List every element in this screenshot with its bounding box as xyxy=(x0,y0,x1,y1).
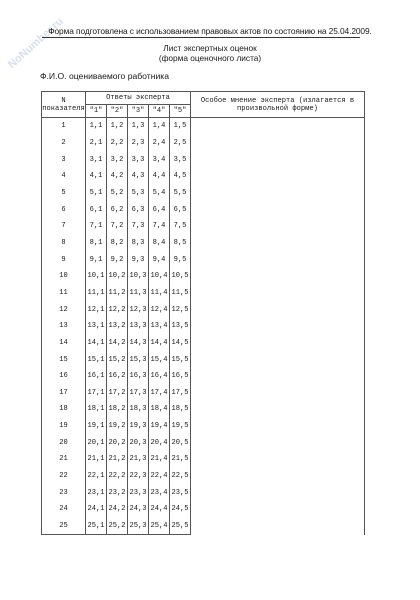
row-number: 9 xyxy=(42,251,86,268)
answer-cell[interactable]: 1,2 xyxy=(107,118,128,135)
answer-cell[interactable]: 16,5 xyxy=(170,368,191,385)
answer-cell[interactable]: 16,4 xyxy=(149,368,170,385)
table-row xyxy=(42,501,365,518)
table-row xyxy=(42,335,365,352)
answer-cell[interactable]: 20,3 xyxy=(128,434,149,451)
answer-cell[interactable]: 11,4 xyxy=(149,285,170,302)
row-number: 20 xyxy=(42,434,86,451)
answer-cell[interactable]: 24,4 xyxy=(149,501,170,518)
answer-cell[interactable]: 15,1 xyxy=(86,351,107,368)
table-row xyxy=(42,235,365,252)
answer-cell[interactable]: 25,5 xyxy=(170,518,191,535)
answer-cell[interactable]: 15,3 xyxy=(128,351,149,368)
row-number: 22 xyxy=(42,468,86,485)
header-opinion: Особое мнение эксперта (излагается в произвольной форме) xyxy=(191,92,365,118)
opinion-cell[interactable] xyxy=(191,484,365,501)
answer-cell[interactable]: 6,1 xyxy=(86,201,107,218)
table-row xyxy=(42,135,365,152)
answer-cell[interactable]: 24,3 xyxy=(128,501,149,518)
opinion-cell[interactable] xyxy=(191,251,365,268)
answer-cell[interactable]: 9,1 xyxy=(86,251,107,268)
answer-cell[interactable]: 1,5 xyxy=(170,118,191,135)
answer-cell[interactable]: 8,2 xyxy=(107,235,128,252)
answer-cell[interactable]: 20,5 xyxy=(170,434,191,451)
answer-cell[interactable]: 15,4 xyxy=(149,351,170,368)
answer-cell[interactable]: 24,5 xyxy=(170,501,191,518)
answer-cell[interactable]: 14,3 xyxy=(128,335,149,352)
answer-cell[interactable]: 17,4 xyxy=(149,385,170,402)
answer-cell[interactable]: 20,1 xyxy=(86,434,107,451)
answer-cell[interactable]: 9,4 xyxy=(149,251,170,268)
answer-cell[interactable]: 13,2 xyxy=(107,318,128,335)
answer-cell[interactable]: 25,4 xyxy=(149,518,170,535)
table-row xyxy=(42,401,365,418)
header-divider xyxy=(42,37,360,38)
answer-cell[interactable]: 11,3 xyxy=(128,285,149,302)
table-row xyxy=(42,285,365,302)
table-row xyxy=(42,151,365,168)
row-number: 8 xyxy=(42,235,86,252)
answer-cell[interactable]: 23,2 xyxy=(107,484,128,501)
answer-cell[interactable]: 16,3 xyxy=(128,368,149,385)
opinion-cell[interactable] xyxy=(191,201,365,218)
answer-cell[interactable]: 7,4 xyxy=(149,218,170,235)
answer-cell[interactable]: 17,2 xyxy=(107,385,128,402)
answer-option: "1" xyxy=(86,105,107,118)
opinion-cell[interactable] xyxy=(191,434,365,451)
answer-cell[interactable]: 6,4 xyxy=(149,201,170,218)
opinion-cell[interactable] xyxy=(191,301,365,318)
employee-name-label: Ф.И.О. оцениваемого работника xyxy=(40,71,169,81)
table-row xyxy=(42,368,365,385)
answer-cell[interactable]: 25,2 xyxy=(107,518,128,535)
answer-cell[interactable]: 4,1 xyxy=(86,168,107,185)
answer-cell[interactable]: 13,3 xyxy=(128,318,149,335)
answer-cell[interactable]: 10,1 xyxy=(86,268,107,285)
answer-cell[interactable]: 21,1 xyxy=(86,451,107,468)
answer-cell[interactable]: 14,4 xyxy=(149,335,170,352)
answer-cell[interactable]: 22,5 xyxy=(170,468,191,485)
answer-cell[interactable]: 22,1 xyxy=(86,468,107,485)
row-number: 4 xyxy=(42,168,86,185)
answer-cell[interactable]: 19,1 xyxy=(86,418,107,435)
answer-cell[interactable]: 24,2 xyxy=(107,501,128,518)
row-number: 11 xyxy=(42,285,86,302)
opinion-cell[interactable] xyxy=(191,518,365,535)
answer-cell[interactable]: 13,1 xyxy=(86,318,107,335)
opinion-cell[interactable] xyxy=(191,351,365,368)
table-row xyxy=(42,118,365,135)
row-number: 15 xyxy=(42,351,86,368)
row-number: 25 xyxy=(42,518,86,535)
row-number: 12 xyxy=(42,301,86,318)
opinion-cell[interactable] xyxy=(191,501,365,518)
answer-cell[interactable]: 5,3 xyxy=(128,185,149,202)
answer-cell[interactable]: 13,4 xyxy=(149,318,170,335)
table-row xyxy=(42,301,365,318)
answer-cell[interactable]: 7,2 xyxy=(107,218,128,235)
answer-cell[interactable]: 19,5 xyxy=(170,418,191,435)
answer-cell[interactable]: 12,3 xyxy=(128,301,149,318)
row-number: 14 xyxy=(42,335,86,352)
answer-cell[interactable]: 22,4 xyxy=(149,468,170,485)
row-number: 23 xyxy=(42,484,86,501)
answer-cell[interactable]: 22,3 xyxy=(128,468,149,485)
opinion-cell[interactable] xyxy=(191,118,365,135)
answer-cell[interactable]: 3,5 xyxy=(170,151,191,168)
answer-cell[interactable]: 3,4 xyxy=(149,151,170,168)
answer-cell[interactable]: 20,4 xyxy=(149,434,170,451)
answer-cell[interactable]: 9,5 xyxy=(170,251,191,268)
answer-cell[interactable]: 8,3 xyxy=(128,235,149,252)
answer-cell[interactable]: 7,3 xyxy=(128,218,149,235)
row-number: 17 xyxy=(42,385,86,402)
row-number: 10 xyxy=(42,268,86,285)
table-row xyxy=(42,251,365,268)
answer-cell[interactable]: 5,5 xyxy=(170,185,191,202)
answer-cell[interactable]: 16,1 xyxy=(86,368,107,385)
answer-cell[interactable]: 13,5 xyxy=(170,318,191,335)
answer-cell[interactable]: 18,2 xyxy=(107,401,128,418)
answer-cell[interactable]: 11,1 xyxy=(86,285,107,302)
table-row xyxy=(42,434,365,451)
document-title: Лист экспертных оценок xyxy=(163,43,257,53)
answer-cell[interactable]: 8,1 xyxy=(86,235,107,252)
table-row xyxy=(42,484,365,501)
answer-cell[interactable]: 1,3 xyxy=(128,118,149,135)
answer-cell[interactable]: 18,4 xyxy=(149,401,170,418)
answer-option: "5" xyxy=(170,105,191,118)
answer-cell[interactable]: 5,4 xyxy=(149,185,170,202)
answer-cell[interactable]: 2,1 xyxy=(86,135,107,152)
answer-cell[interactable]: 10,5 xyxy=(170,268,191,285)
opinion-cell[interactable] xyxy=(191,318,365,335)
opinion-cell[interactable] xyxy=(191,401,365,418)
answer-cell[interactable]: 12,5 xyxy=(170,301,191,318)
header-answers: Ответы эксперта xyxy=(86,92,191,105)
answer-cell[interactable]: 17,3 xyxy=(128,385,149,402)
answer-cell[interactable]: 3,1 xyxy=(86,151,107,168)
answer-cell[interactable]: 18,3 xyxy=(128,401,149,418)
answer-cell[interactable]: 15,2 xyxy=(107,351,128,368)
table-row xyxy=(42,451,365,468)
answer-cell[interactable]: 14,2 xyxy=(107,335,128,352)
row-number: 7 xyxy=(42,218,86,235)
answer-cell[interactable]: 4,2 xyxy=(107,168,128,185)
answer-cell[interactable]: 5,2 xyxy=(107,185,128,202)
opinion-cell[interactable] xyxy=(191,185,365,202)
answer-cell[interactable]: 19,2 xyxy=(107,418,128,435)
table-row xyxy=(42,318,365,335)
answer-cell[interactable]: 10,3 xyxy=(128,268,149,285)
answer-cell[interactable]: 23,3 xyxy=(128,484,149,501)
answer-cell[interactable]: 14,1 xyxy=(86,335,107,352)
answer-cell[interactable]: 21,3 xyxy=(128,451,149,468)
answer-cell[interactable]: 17,1 xyxy=(86,385,107,402)
answer-cell[interactable]: 10,4 xyxy=(149,268,170,285)
row-number: 16 xyxy=(42,368,86,385)
answer-cell[interactable]: 17,5 xyxy=(170,385,191,402)
row-number: 24 xyxy=(42,501,86,518)
answer-cell[interactable]: 15,5 xyxy=(170,351,191,368)
answer-cell[interactable]: 10,2 xyxy=(107,268,128,285)
answer-cell[interactable]: 2,2 xyxy=(107,135,128,152)
row-number: 19 xyxy=(42,418,86,435)
answer-cell[interactable]: 16,2 xyxy=(107,368,128,385)
table-row xyxy=(42,201,365,218)
header-note: Форма подготовлена с использованием правовых актов по состоянию на 25.04.2009. xyxy=(48,26,372,36)
answer-cell[interactable]: 12,2 xyxy=(107,301,128,318)
opinion-cell[interactable] xyxy=(191,368,365,385)
opinion-cell[interactable] xyxy=(191,418,365,435)
answer-cell[interactable]: 24,1 xyxy=(86,501,107,518)
opinion-cell[interactable] xyxy=(191,151,365,168)
answer-cell[interactable]: 23,5 xyxy=(170,484,191,501)
answer-cell[interactable]: 11,2 xyxy=(107,285,128,302)
answer-cell[interactable]: 4,3 xyxy=(128,168,149,185)
table-row xyxy=(42,268,365,285)
answer-cell[interactable]: 1,4 xyxy=(149,118,170,135)
answer-cell[interactable]: 6,3 xyxy=(128,201,149,218)
opinion-cell[interactable] xyxy=(191,218,365,235)
answer-cell[interactable]: 12,1 xyxy=(86,301,107,318)
answer-cell[interactable]: 5,1 xyxy=(86,185,107,202)
answer-cell[interactable]: 25,1 xyxy=(86,518,107,535)
answer-cell[interactable]: 8,5 xyxy=(170,235,191,252)
answer-cell[interactable]: 6,2 xyxy=(107,201,128,218)
answer-cell[interactable]: 23,4 xyxy=(149,484,170,501)
answer-cell[interactable]: 21,4 xyxy=(149,451,170,468)
answer-cell[interactable]: 3,2 xyxy=(107,151,128,168)
answer-cell[interactable]: 6,5 xyxy=(170,201,191,218)
answer-cell[interactable]: 25,3 xyxy=(128,518,149,535)
answer-cell[interactable]: 14,5 xyxy=(170,335,191,352)
opinion-cell[interactable] xyxy=(191,451,365,468)
answer-cell[interactable]: 19,4 xyxy=(149,418,170,435)
document-subtitle: (форма оценочного листа) xyxy=(158,53,262,63)
opinion-cell[interactable] xyxy=(191,385,365,402)
table-row xyxy=(42,168,365,185)
answer-cell[interactable]: 9,3 xyxy=(128,251,149,268)
table-row xyxy=(42,218,365,235)
answer-option: "2" xyxy=(107,105,128,118)
answer-cell[interactable]: 1,1 xyxy=(86,118,107,135)
opinion-cell[interactable] xyxy=(191,335,365,352)
opinion-cell[interactable] xyxy=(191,135,365,152)
table-row xyxy=(42,185,365,202)
row-number: 5 xyxy=(42,185,86,202)
answer-option: "4" xyxy=(149,105,170,118)
table-row xyxy=(42,418,365,435)
row-number: 6 xyxy=(42,201,86,218)
table-row xyxy=(42,468,365,485)
answer-cell[interactable]: 9,2 xyxy=(107,251,128,268)
table-row xyxy=(42,351,365,368)
row-number: 13 xyxy=(42,318,86,335)
answer-cell[interactable]: 4,5 xyxy=(170,168,191,185)
opinion-cell[interactable] xyxy=(191,168,365,185)
answer-cell[interactable]: 3,3 xyxy=(128,151,149,168)
answer-cell[interactable]: 8,4 xyxy=(149,235,170,252)
answer-cell[interactable]: 19,3 xyxy=(128,418,149,435)
answer-cell[interactable]: 18,1 xyxy=(86,401,107,418)
answer-cell[interactable]: 21,2 xyxy=(107,451,128,468)
opinion-cell[interactable] xyxy=(191,235,365,252)
row-number: 18 xyxy=(42,401,86,418)
watermark: NoNumber.ru xyxy=(6,15,66,71)
answer-cell[interactable]: 21,5 xyxy=(170,451,191,468)
answer-cell[interactable]: 11,5 xyxy=(170,285,191,302)
expert-assessment-table xyxy=(41,91,365,535)
answer-cell[interactable]: 4,4 xyxy=(149,168,170,185)
row-number: 2 xyxy=(42,135,86,152)
opinion-cell[interactable] xyxy=(191,268,365,285)
answer-cell[interactable]: 2,5 xyxy=(170,135,191,152)
table-row xyxy=(42,518,365,535)
answer-cell[interactable]: 7,5 xyxy=(170,218,191,235)
answer-cell[interactable]: 20,2 xyxy=(107,434,128,451)
answer-cell[interactable]: 2,4 xyxy=(149,135,170,152)
answer-option: "3" xyxy=(128,105,149,118)
opinion-cell[interactable] xyxy=(191,285,365,302)
row-number: 21 xyxy=(42,451,86,468)
row-number: 3 xyxy=(42,151,86,168)
answer-cell[interactable]: 7,1 xyxy=(86,218,107,235)
row-number: 1 xyxy=(42,118,86,135)
table-row xyxy=(42,385,365,402)
answer-cell[interactable]: 12,4 xyxy=(149,301,170,318)
header-number: N показателя xyxy=(42,92,86,118)
answer-cell[interactable]: 22,2 xyxy=(107,468,128,485)
answer-cell[interactable]: 18,5 xyxy=(170,401,191,418)
opinion-cell[interactable] xyxy=(191,468,365,485)
answer-cell[interactable]: 23,1 xyxy=(86,484,107,501)
answer-cell[interactable]: 2,3 xyxy=(128,135,149,152)
